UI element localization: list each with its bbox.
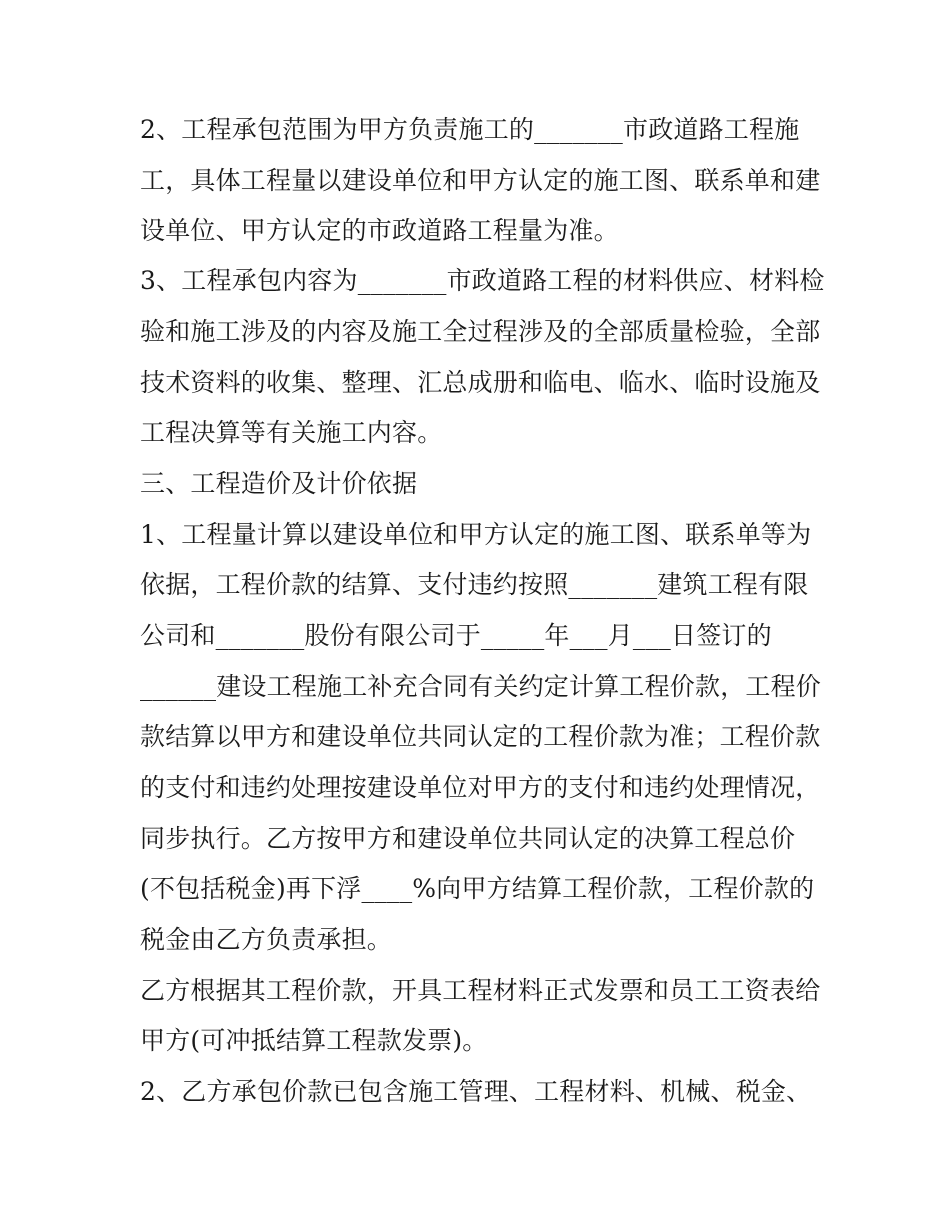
- text-line: 工程决算等有关施工内容。: [140, 418, 443, 447]
- text-line: (不包括税金)再下浮____%向甲方结算工程价款，工程价款的: [140, 874, 815, 903]
- text-line: ______建设工程施工补充合同有关约定计算工程价款，工程价: [140, 672, 822, 701]
- text-line: 验和施工涉及的内容及施工全过程涉及的全部质量检验，全部: [140, 317, 821, 346]
- text-line: 依据，工程价款的结算、支付违约按照_______建筑工程有限: [140, 570, 809, 599]
- text-line: 乙方根据其工程价款，开具工程材料正式发票和员工工资表给: [140, 976, 821, 1005]
- text-line: 2、乙方承包价款已包含施工管理、工程材料、机械、税金、: [140, 1077, 812, 1106]
- text-line: 2、工程承包范围为甲方负责施工的_______市政道路工程施: [140, 115, 800, 144]
- text-line: 工，具体工程量以建设单位和甲方认定的施工图、联系单和建: [140, 166, 821, 195]
- text-line: 3、工程承包内容为_______市政道路工程的材料供应、材料检: [140, 266, 825, 295]
- text-line: 1、工程量计算以建设单位和甲方认定的施工图、联系单等为: [140, 520, 812, 549]
- text-line: 设单位、甲方认定的市政道路工程量为准。: [140, 216, 619, 245]
- text-line: 技术资料的收集、整理、汇总成册和临电、临水、临时设施及: [140, 368, 821, 397]
- text-line: 公司和_______股份有限公司于_____年___月___日签订的: [140, 621, 772, 650]
- text-line: 同步执行。乙方按甲方和建设单位共同认定的决算工程总价: [140, 824, 796, 853]
- text-line: 甲方(可冲抵结算工程款发票)。: [140, 1026, 488, 1055]
- text-line: 的支付和违约处理按建设单位对甲方的支付和违约处理情况，: [140, 773, 821, 802]
- text-line: 款结算以甲方和建设单位共同认定的工程价款为准；工程价款: [140, 722, 821, 751]
- text-line: 税金由乙方负责承担。: [140, 925, 393, 954]
- section-heading: 三、工程造价及计价依据: [140, 469, 418, 498]
